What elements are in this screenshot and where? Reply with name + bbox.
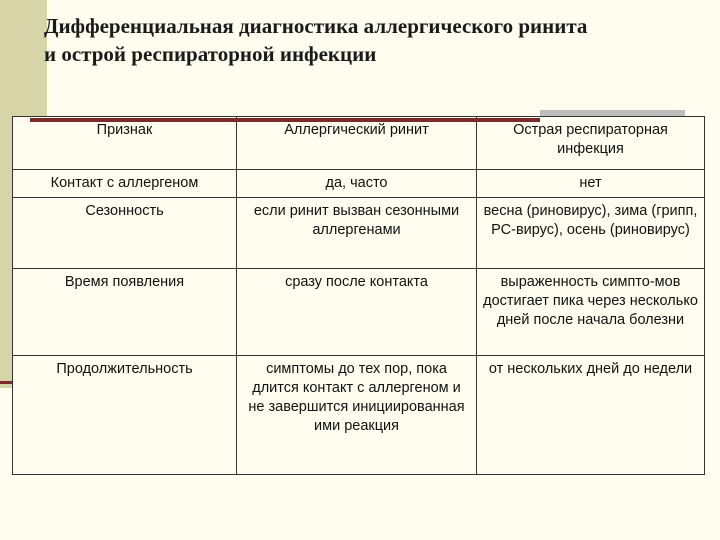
row-feature-cell: Время появления <box>13 269 237 356</box>
diagnosis-table <box>12 116 705 475</box>
table-row <box>13 269 705 356</box>
header-feature: Признак <box>13 117 237 170</box>
row-infection-cell: нет <box>477 170 705 198</box>
table-header-row <box>13 117 705 170</box>
row-allergic-cell: сразу после контакта <box>237 269 477 356</box>
row-feature-cell: Контакт с аллергеном <box>13 170 237 198</box>
row-infection-cell: от нескольких дней до недели <box>477 356 705 475</box>
row-feature-cell: Сезонность <box>13 198 237 269</box>
row-infection-cell: весна (риновирус), зима (грипп, РС-вирус), осень (риновирус) <box>477 198 705 269</box>
header-allergic-rhinitis: Аллергический ринит <box>237 117 477 170</box>
decorative-line-top <box>30 118 540 122</box>
slide-title-line-1: Дифференциальная диагностика аллергического ринита <box>44 14 588 38</box>
table-row <box>13 356 705 475</box>
row-allergic-cell: да, часто <box>237 170 477 198</box>
row-feature-cell: Продолжительность <box>13 356 237 475</box>
row-allergic-cell: симптомы до тех пор, пока длится контакт с аллергеном и не завершится инициированная ими реакция <box>237 356 477 475</box>
table-row <box>13 170 705 198</box>
header-acute-respiratory-infection: Острая респираторная инфекция <box>477 117 705 170</box>
table-row <box>13 198 705 269</box>
row-infection-cell: выраженность симпто-мов достигает пика через несколько дней после начала болезни <box>477 269 705 356</box>
slide-title-line-2: и острой респираторной инфекции <box>44 42 377 66</box>
row-allergic-cell: если ринит вызван сезонными аллергенами <box>237 198 477 269</box>
slide-title <box>44 12 704 68</box>
